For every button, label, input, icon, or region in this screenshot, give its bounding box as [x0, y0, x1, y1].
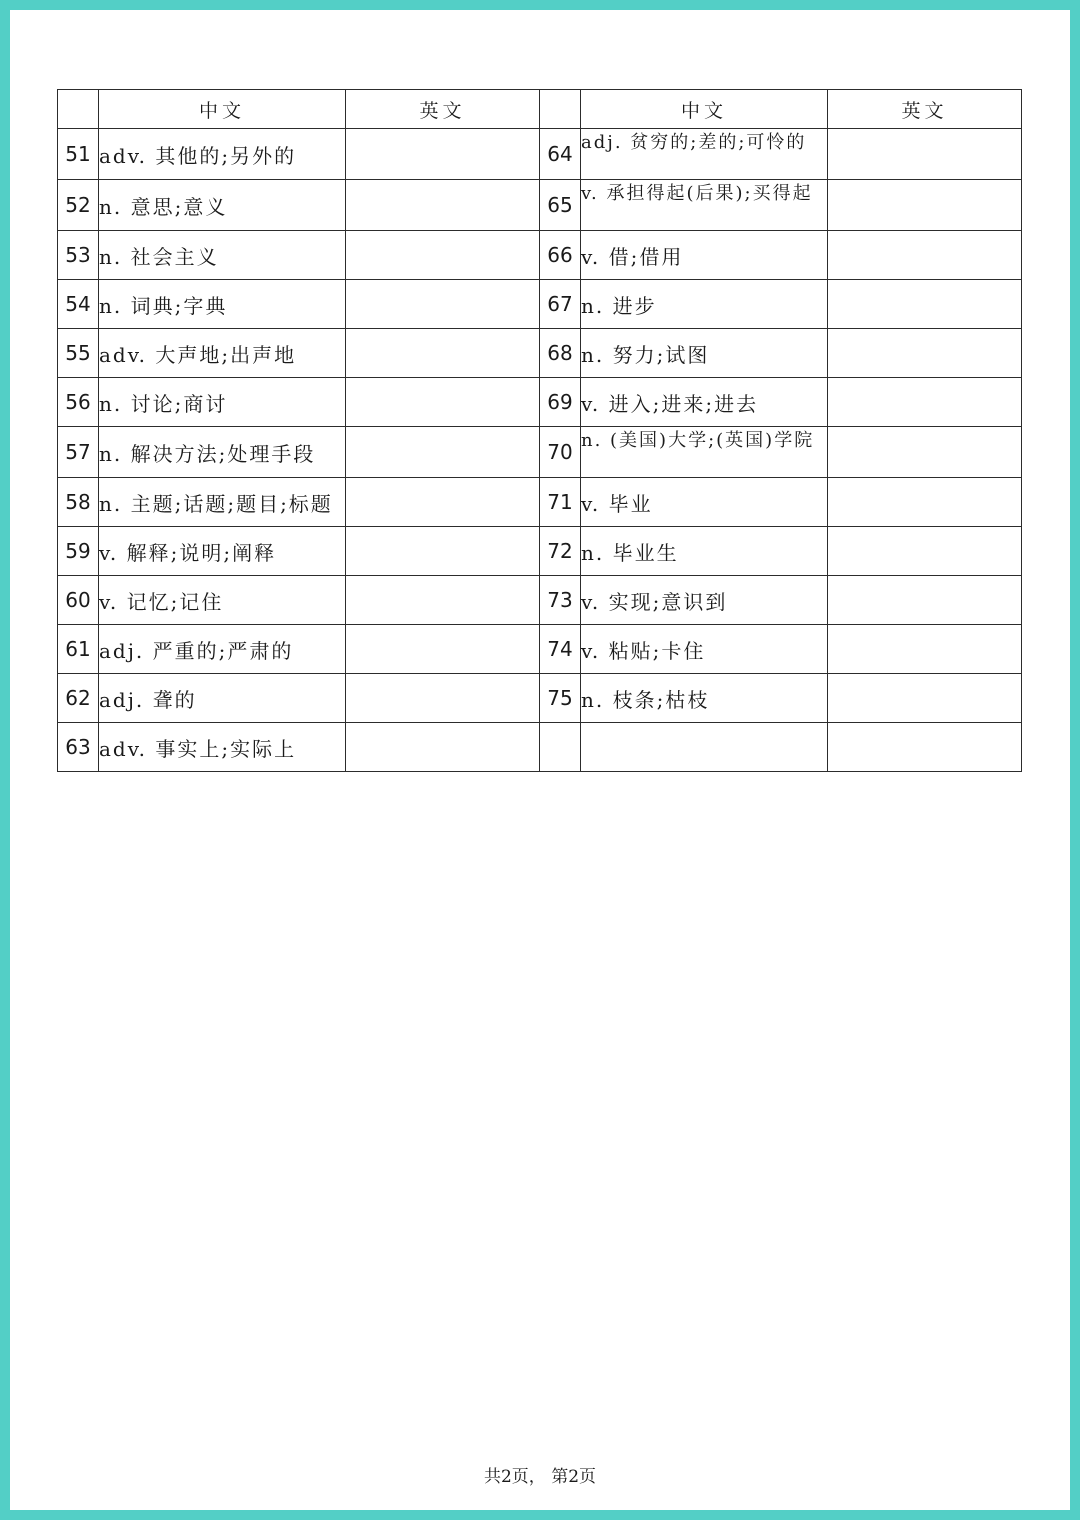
chinese-meaning: n. 词典;字典 [99, 280, 346, 329]
item-number: 58 [58, 478, 99, 527]
item-number: 73 [540, 576, 581, 625]
vocabulary-table [57, 89, 1022, 772]
chinese-meaning: v. 借;借用 [581, 231, 828, 280]
chinese-meaning: adv. 事实上;实际上 [99, 723, 346, 772]
table-row [58, 478, 1022, 527]
english-answer-blank[interactable] [346, 674, 540, 723]
english-answer-blank[interactable] [828, 129, 1022, 180]
header-english-left: 英文 [346, 90, 540, 129]
table-row [58, 280, 1022, 329]
table-row [58, 427, 1022, 478]
english-answer-blank[interactable] [346, 129, 540, 180]
english-answer-blank[interactable] [828, 180, 1022, 231]
english-answer-blank[interactable] [828, 280, 1022, 329]
chinese-meaning: v. 解释;说明;阐释 [99, 527, 346, 576]
header-english-right: 英文 [828, 90, 1022, 129]
item-number: 57 [58, 427, 99, 478]
english-answer-blank[interactable] [828, 625, 1022, 674]
table-row [58, 129, 1022, 180]
item-number: 64 [540, 129, 581, 180]
item-number [540, 723, 581, 772]
chinese-meaning [581, 723, 828, 772]
item-number: 67 [540, 280, 581, 329]
chinese-meaning: v. 承担得起(后果);买得起 [581, 180, 828, 231]
chinese-meaning: n. 主题;话题;题目;标题 [99, 478, 346, 527]
item-number: 72 [540, 527, 581, 576]
english-answer-blank[interactable] [828, 231, 1022, 280]
english-answer-blank[interactable] [828, 427, 1022, 478]
header-number-right [540, 90, 581, 129]
chinese-meaning: adj. 严重的;严肃的 [99, 625, 346, 674]
english-answer-blank[interactable] [828, 478, 1022, 527]
item-number: 69 [540, 378, 581, 427]
table-row [58, 674, 1022, 723]
item-number: 53 [58, 231, 99, 280]
chinese-meaning: n. 进步 [581, 280, 828, 329]
page-number-footer: 共2页， 第2页 [483, 1467, 597, 1487]
item-number: 59 [58, 527, 99, 576]
header-number-left [58, 90, 99, 129]
english-answer-blank[interactable] [346, 231, 540, 280]
chinese-meaning: n. 讨论;商讨 [99, 378, 346, 427]
english-answer-blank[interactable] [828, 723, 1022, 772]
english-answer-blank[interactable] [346, 576, 540, 625]
item-number: 63 [58, 723, 99, 772]
english-answer-blank[interactable] [346, 427, 540, 478]
item-number: 56 [58, 378, 99, 427]
item-number: 54 [58, 280, 99, 329]
chinese-meaning: adv. 其他的;另外的 [99, 129, 346, 180]
english-answer-blank[interactable] [828, 329, 1022, 378]
table-row [58, 527, 1022, 576]
chinese-meaning: n. 社会主义 [99, 231, 346, 280]
item-number: 51 [58, 129, 99, 180]
item-number: 66 [540, 231, 581, 280]
item-number: 68 [540, 329, 581, 378]
header-chinese-right: 中文 [581, 90, 828, 129]
chinese-meaning: n. (美国)大学;(英国)学院 [581, 427, 828, 478]
worksheet-page [10, 10, 1070, 1510]
table-row [58, 231, 1022, 280]
table-row [58, 329, 1022, 378]
item-number: 62 [58, 674, 99, 723]
chinese-meaning: v. 毕业 [581, 478, 828, 527]
english-answer-blank[interactable] [346, 527, 540, 576]
chinese-meaning: v. 实现;意识到 [581, 576, 828, 625]
table-row [58, 378, 1022, 427]
item-number: 60 [58, 576, 99, 625]
item-number: 71 [540, 478, 581, 527]
item-number: 52 [58, 180, 99, 231]
table-row [58, 625, 1022, 674]
english-answer-blank[interactable] [346, 625, 540, 674]
table-header-row [58, 90, 1022, 129]
chinese-meaning: adj. 贫穷的;差的;可怜的 [581, 129, 828, 180]
chinese-meaning: n. 努力;试图 [581, 329, 828, 378]
item-number: 70 [540, 427, 581, 478]
english-answer-blank[interactable] [828, 527, 1022, 576]
chinese-meaning: v. 粘贴;卡住 [581, 625, 828, 674]
english-answer-blank[interactable] [346, 180, 540, 231]
english-answer-blank[interactable] [346, 329, 540, 378]
chinese-meaning: n. 枝条;枯枝 [581, 674, 828, 723]
item-number: 55 [58, 329, 99, 378]
item-number: 65 [540, 180, 581, 231]
item-number: 74 [540, 625, 581, 674]
chinese-meaning: adv. 大声地;出声地 [99, 329, 346, 378]
table-row [58, 180, 1022, 231]
chinese-meaning: v. 记忆;记住 [99, 576, 346, 625]
item-number: 61 [58, 625, 99, 674]
chinese-meaning: n. 意思;意义 [99, 180, 346, 231]
english-answer-blank[interactable] [346, 378, 540, 427]
english-answer-blank[interactable] [828, 674, 1022, 723]
english-answer-blank[interactable] [346, 478, 540, 527]
english-answer-blank[interactable] [346, 280, 540, 329]
table-row [58, 723, 1022, 772]
chinese-meaning: n. 解决方法;处理手段 [99, 427, 346, 478]
table-row [58, 576, 1022, 625]
chinese-meaning: n. 毕业生 [581, 527, 828, 576]
english-answer-blank[interactable] [346, 723, 540, 772]
english-answer-blank[interactable] [828, 576, 1022, 625]
header-chinese-left: 中文 [99, 90, 346, 129]
item-number: 75 [540, 674, 581, 723]
chinese-meaning: adj. 聋的 [99, 674, 346, 723]
english-answer-blank[interactable] [828, 378, 1022, 427]
chinese-meaning: v. 进入;进来;进去 [581, 378, 828, 427]
